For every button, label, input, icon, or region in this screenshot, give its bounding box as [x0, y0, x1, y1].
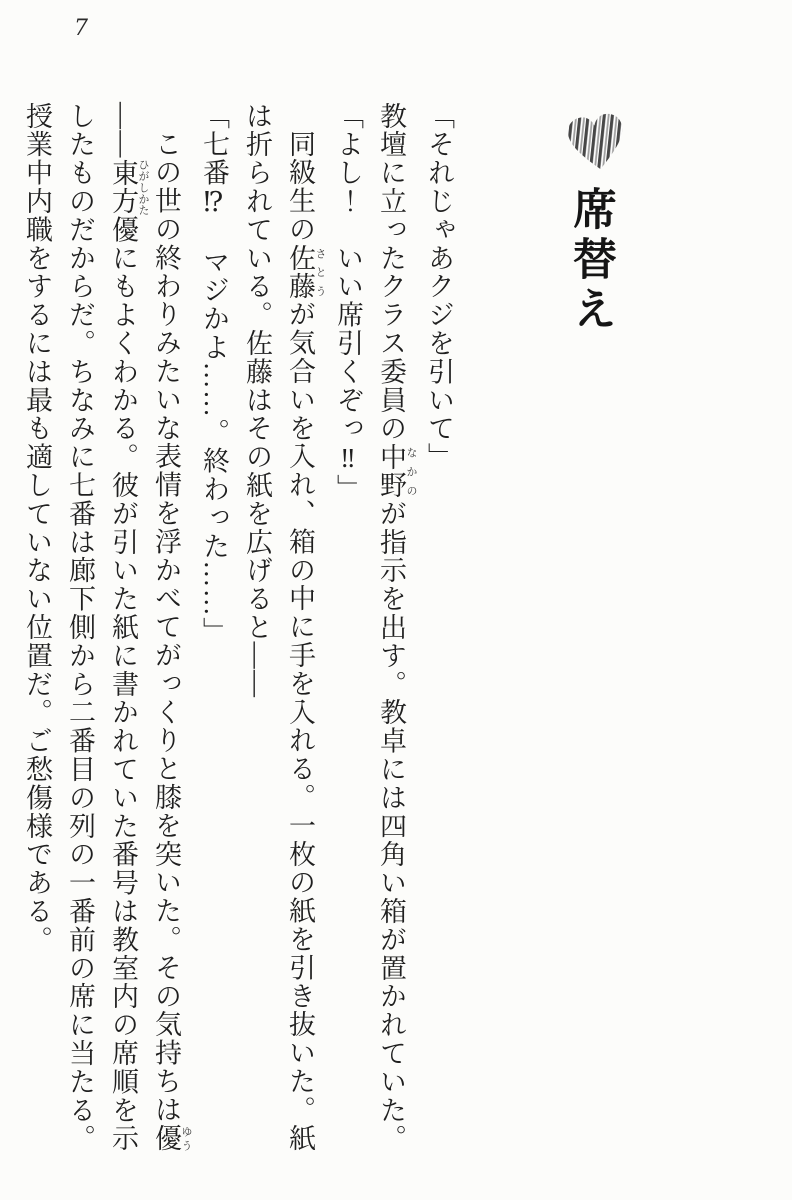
text-paragraph: 教壇に立ったクラス委員の中野 なかのが指示を出す。教卓には四角い箱が置かれていた。 — [376, 102, 417, 1153]
ruby-annotated-name: 佐藤 さとう — [285, 243, 326, 301]
ruby-annotated-name: 優 ゆう — [151, 1124, 192, 1153]
ruby-annotated-name: 中野 なかの — [376, 442, 417, 500]
body-text — [22, 102, 460, 1164]
chapter-title-block — [558, 110, 668, 670]
ruby-annotated-name: 東方 ひがしかた — [108, 158, 149, 216]
text-paragraph: 「七番⁉ マジかよ……。終わった……」 — [199, 102, 229, 646]
striped-heart-icon — [562, 108, 632, 180]
text-paragraph: この世の終わりみたいな表情を浮かべてがっくりと膝を突いた。その気持ちは優 ゆう――東方 ひがしかた優にもよくわかる。彼が引いた紙に書かれていた番号は教室内の席順を示したものだからだ。ちなみに七番は廊下側から二番目の列の一番前の席に当たる。授業中内職をするには最も適していない位置だ。ご愁傷様である。 — [22, 102, 192, 1153]
text-paragraph: 同級生の佐藤 さとうが気合いを入れ、箱の中に手を入れる。一枚の紙を引き抜いた。紙は折られている。佐藤はその紙を広げると―― — [242, 102, 326, 1153]
chapter-title: 席替え — [566, 186, 615, 336]
text-paragraph: 「それじゃあクジを引いて」 — [424, 102, 454, 472]
text-paragraph: 「よし！ いい席引くぞっ‼」 — [333, 102, 363, 503]
page-number: 7 — [74, 16, 88, 41]
